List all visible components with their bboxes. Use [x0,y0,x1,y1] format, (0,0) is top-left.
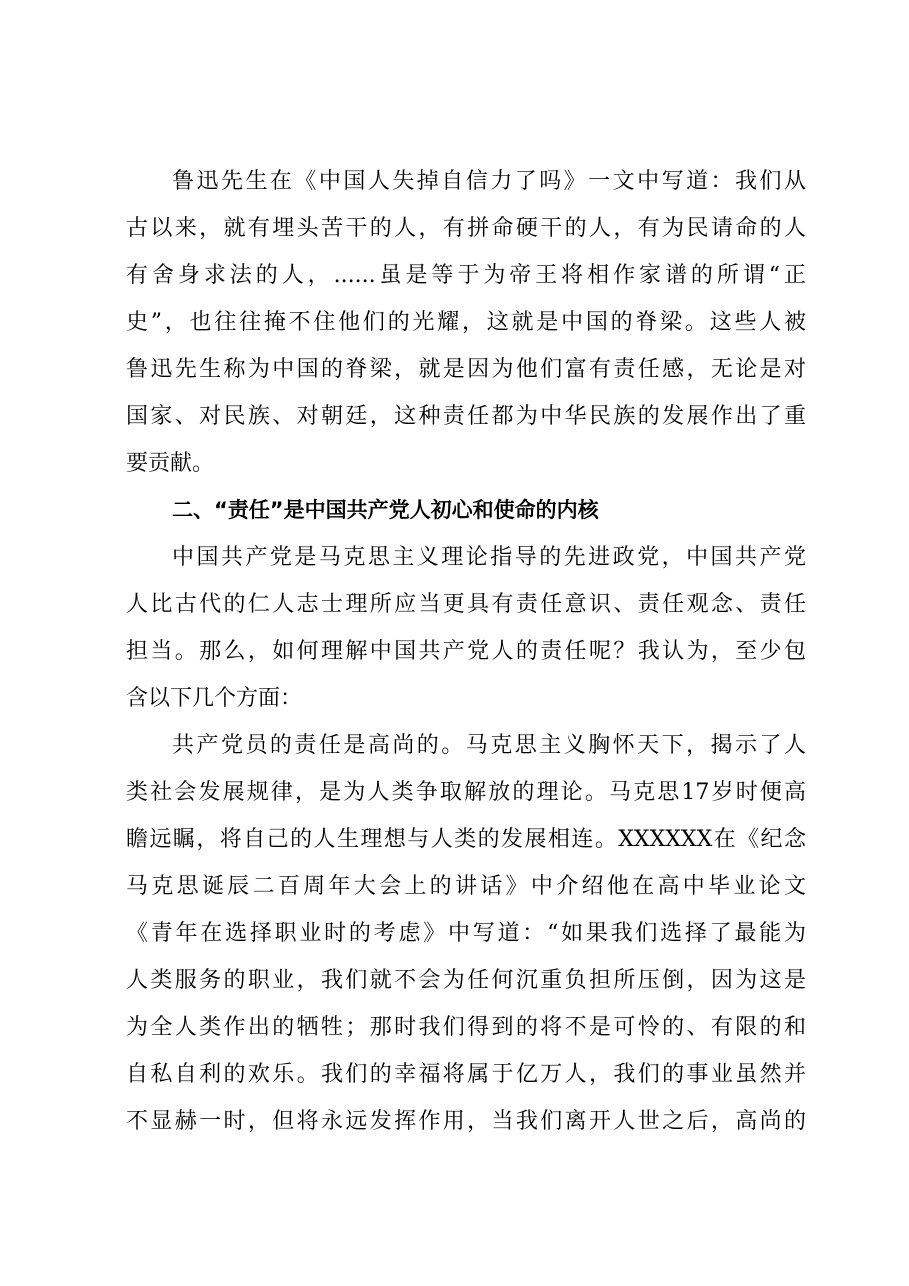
section-heading [126,487,806,534]
text-line: 类社会发展规律，是为人类争取解放的理论。马克思17岁时便高 [126,780,806,805]
text-line: 中国共产党是马克思主义理论指导的先进政党，中国共产党 [172,545,806,570]
text-line: 自私自利的欢乐。我们的幸福将属于亿万人，我们的事业虽然并 [126,1062,806,1087]
text-line: 人比古代的仁人志士理所应当更具有责任意识、责任观念、责任 [126,592,806,617]
text-line: 鲁迅先生在《中国人失掉自信力了吗》一文中写道：我们从 [172,169,806,194]
text-line: 人类服务的职业，我们就不会为任何沉重负担所压倒，因为这是 [126,968,806,993]
text-line: 共产党员的责任是高尚的。马克思主义胸怀天下，揭示了人 [172,733,806,758]
text-line: 不显赫一时，但将永远发挥作用，当我们离开人世之后，高尚的 [126,1109,806,1134]
paragraph-party-responsibility [126,534,806,722]
text-line: 要贡献。 [126,451,215,476]
text-line: 有舍身求法的人，......虽是等于为帝王将相作家谱的所谓“正 [126,263,806,288]
paragraph-lu-xun-quote [126,158,806,487]
text-line: 国家、对民族、对朝廷，这种责任都为中华民族的发展作出了重 [126,404,806,429]
document-body [126,158,806,1145]
text-line: 古以来，就有埋头苦干的人，有拼命硬干的人，有为民请命的人 [126,216,806,241]
text-line: 瞻远瞩，将自己的人生理想与人类的发展相连。XXXXXX在《纪念 [126,827,806,852]
heading-text: 二、“责任”是中国共产党人初心和使命的内核 [172,498,599,522]
paragraph-noble-responsibility [126,722,806,1145]
text-line: 史”，也往往掩不住他们的光耀，这就是中国的脊梁。这些人被 [126,310,806,335]
text-line: 鲁迅先生称为中国的脊梁，就是因为他们富有责任感，无论是对 [126,357,806,382]
text-line: 含以下几个方面： [126,686,303,711]
text-line: 马克思诞辰二百周年大会上的讲话》中介绍他在高中毕业论文 [126,874,806,899]
text-line: 担当。那么，如何理解中国共产党人的责任呢？我认为，至少包 [126,639,806,664]
text-line: 《青年在选择职业时的考虑》中写道：“如果我们选择了最能为 [126,921,806,946]
text-line: 为全人类作出的牺牲；那时我们得到的将不是可怜的、有限的和 [126,1015,806,1040]
